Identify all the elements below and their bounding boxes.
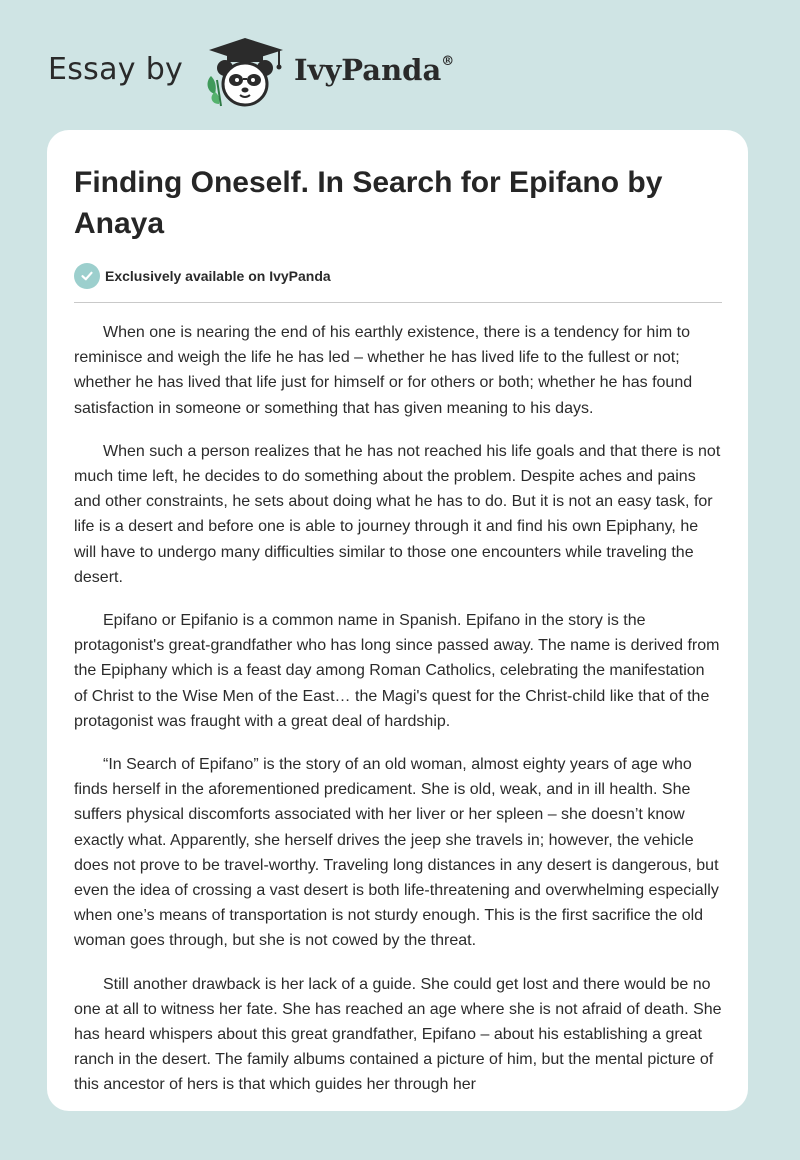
exclusive-badge xyxy=(74,263,331,289)
panda-graduate-icon[interactable] xyxy=(203,36,287,110)
divider xyxy=(74,302,722,303)
paragraph: When such a person realizes that he has not reached his life goals and that there is not much time left, he decides to do something about the problem. Despite aches and pains and other constraints, he sets about doing what he has to do. But it is not an easy task, for life is a desert and before one is able to journey through it and find his own Epiphany, he will have to undergo many difficulties similar to those one encounters while traveling the desert. xyxy=(74,442,721,586)
paragraph: Still another drawback is her lack of a guide. She could get lost and there would be no one at all to witness her fate. She has reached an age where she is not afraid of death. She has heard whispers about this great grandfather, Epifano – about his establishing a great ranch in the desert. The family albums contained a picture of him, but the mental picture of this ancestor of hers is that which guides her through her xyxy=(74,975,722,1094)
paragraph: “In Search of Epifano” is the story of an old woman, almost eighty years of age who finds herself in the aforementioned predicament. She is old, weak, and in ill health. She suffers physical discomforts associated with her liver or her spleen – she doesn’t know exactly what. Apparently, she herself drives the jeep she travels in; however, the vehicle does not prove to be travel-worthy. Traveling long distances in any desert is dangerous, but even the idea of crossing a vast desert is both life-threatening and overwhelming especially when one’s means of transportation is not sturdy enough. This is the first sacrifice the old woman goes through, but she is not cowed by the threat. xyxy=(74,756,719,950)
badge-label: Exclusively available on IvyPanda xyxy=(105,268,331,284)
brand-name[interactable] xyxy=(294,53,454,87)
page-title: Finding Oneself. In Search for Epifano by Anaya xyxy=(74,166,663,240)
site-header xyxy=(48,36,548,110)
brand-name-text: IvyPanda xyxy=(294,53,442,87)
paragraph: When one is nearing the end of his earthly existence, there is a tendency for him to reminisce and weigh the life he has led – whether he has lived life to the fullest or not; whether he has lived that life just for himself or for others or both; whether he has found satisfaction in someone or something that has given meaning to his days. xyxy=(74,324,693,417)
essay-body xyxy=(74,320,722,1111)
check-icon xyxy=(74,263,100,289)
registered-mark: ® xyxy=(441,54,455,70)
essay-by-label: Essay by xyxy=(48,52,184,87)
paragraph: Epifano or Epifanio is a common name in Spanish. Epifano in the story is the protagonist's great-grandfather who has long since passed away. The name is derived from the Epiphany which is a feast day among Roman Catholics, celebrating the manifestation of Christ to the Wise Men of the East… the Magi's quest for the Christ-child like that of the protagonist was fraught with a great deal of hardship. xyxy=(74,612,720,730)
essay-card xyxy=(47,130,748,1111)
